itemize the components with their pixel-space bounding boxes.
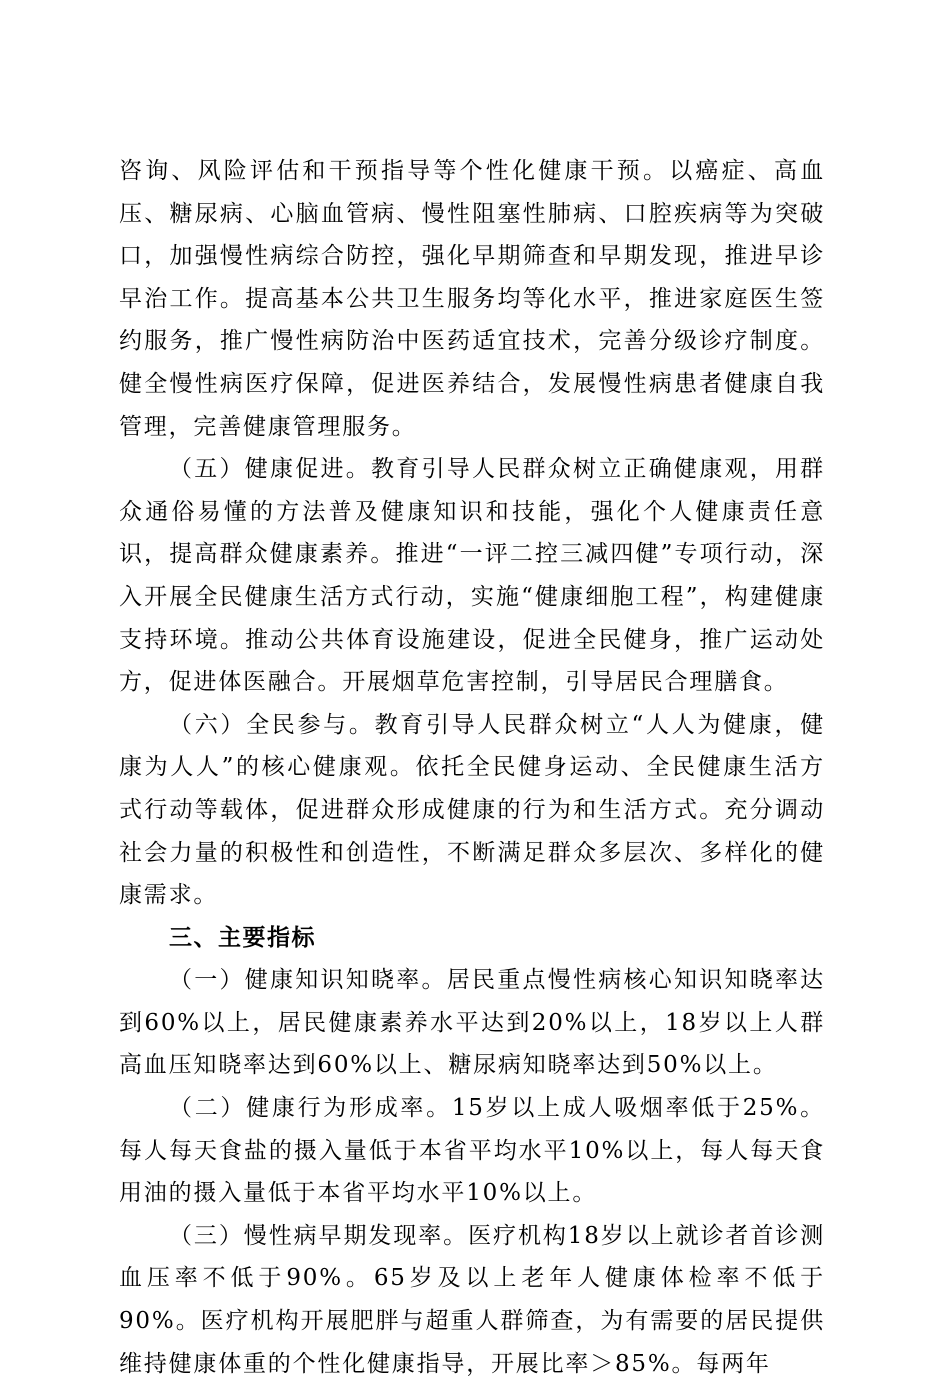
paragraph-chronic-disease-intervention: 咨询、风险评估和干预指导等个性化健康干预。以癌症、高血压、糖尿病、心脑血管病、慢性阻塞性肺病、口腔疾病等为突破口，加强慢性病综合防控，强化早期筛查和早期发现，推进早诊早治工作。提高基本公共卫生服务均等化水平，推进家庭医生签约服务，推广慢性病防治中医药适宜技术，完善分级诊疗制度。健全慢性病医疗保障，促进医养结合，发展慢性病患者健康自我管理，完善健康管理服务。: [119, 158, 825, 440]
section-heading-main-indicators: 三、主要指标: [169, 924, 316, 951]
paragraph-health-promotion: （五）健康促进。教育引导人民群众树立正确健康观，用群众通俗易懂的方法普及健康知识和技能，强化个人健康责任意识，提高群众健康素养。推进“一评二控三减四健”专项行动，深入开展全民健康生活方式行动，实施“健康细胞工程”，构建健康支持环境。推动公共体育设施建设，促进全民健身，推广运动处方，促进体医融合。开展烟草危害控制，引导居民合理膳食。: [119, 456, 825, 696]
paragraph-early-detection-rate: （三）慢性病早期发现率。医疗机构18岁以上就诊者首诊测血压率不低于90%。65岁及以上老年人健康体检率不低于90%。医疗机构开展肥胖与超重人群筛查，为有需要的居民提供维持健康体重的个性化健康指导，开展比率＞85%。每两年: [119, 1222, 825, 1377]
paragraph-public-participation: （六）全民参与。教育引导人民群众树立“人人为健康，健康为人人”的核心健康观。依托全民健身运动、全民健康生活方式行动等载体，促进群众形成健康的行为和生活方式。充分调动社会力量的积极性和创造性，不断满足群众多层次、多样化的健康需求。: [119, 711, 825, 909]
paragraph-health-behavior-rate: （二）健康行为形成率。15岁以上成人吸烟率低于25%。每人每天食盐的摄入量低于本省平均水平10%以上，每人每天食用油的摄入量低于本省平均水平10%以上。: [119, 1095, 825, 1207]
document-body: [119, 150, 825, 1385]
paragraph-health-knowledge-rate: （一）健康知识知晓率。居民重点慢性病核心知识知晓率达到60%以上，居民健康素养水平达到20%以上，18岁以上人群高血压知晓率达到60%以上、糖尿病知晓率达到50%以上。: [119, 967, 825, 1079]
